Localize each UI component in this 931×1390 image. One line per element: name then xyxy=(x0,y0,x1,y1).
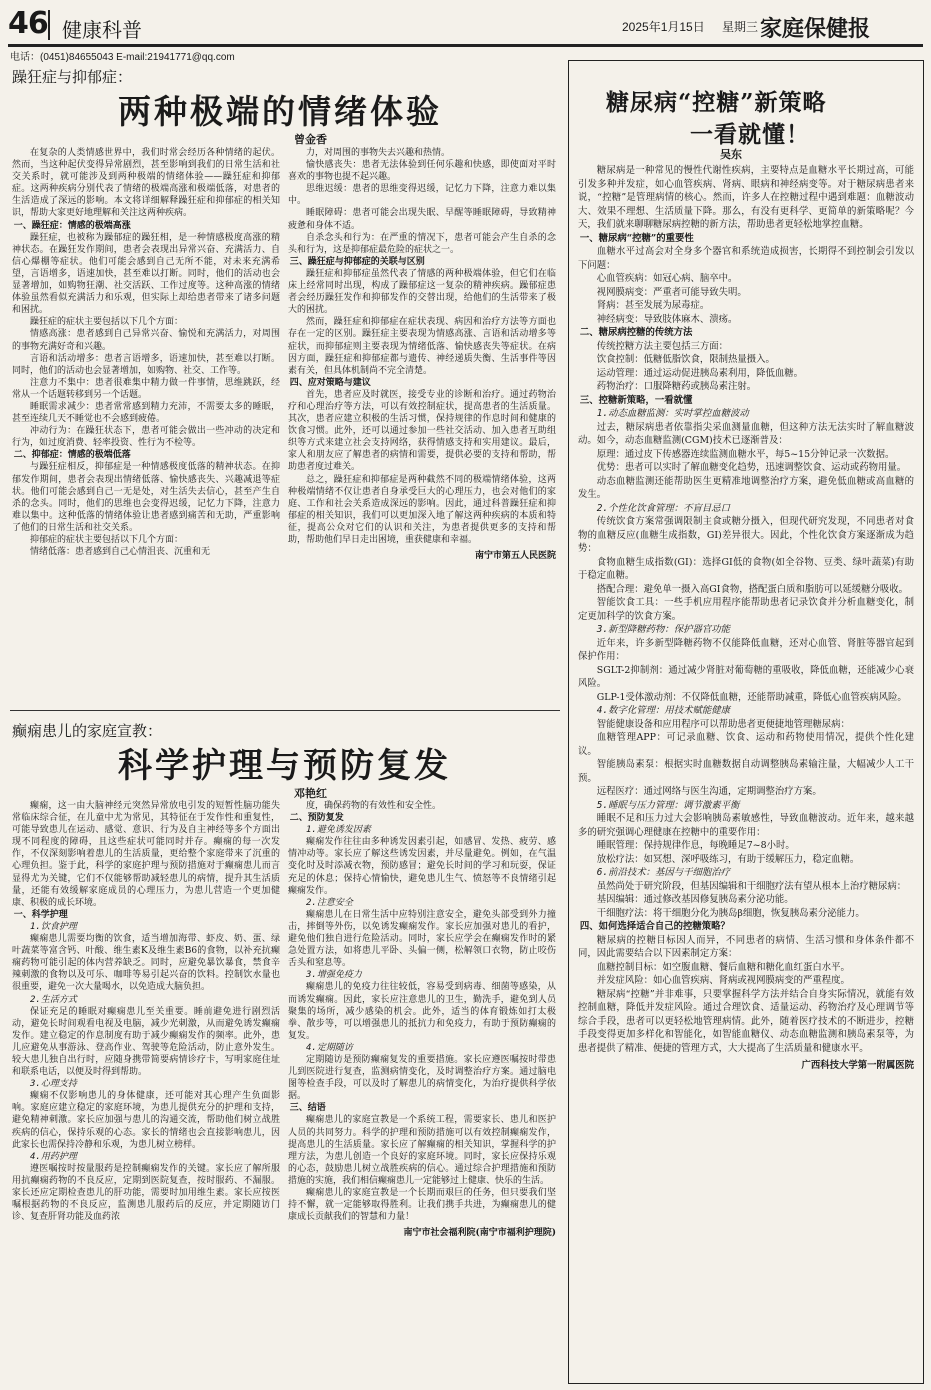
paragraph: 传统控糖方法主要包括三方面： xyxy=(596,340,729,352)
paragraph: 饮食控制：低糖低脂饮食，限制热量摄入。 xyxy=(596,354,775,365)
paragraph: 抑郁症的症状主要包括以下几个方面： xyxy=(30,535,184,545)
paragraph: 智能胰岛素泵：根据实时血糖数据自动调整胰岛素输注量，大幅减少人工干预。 xyxy=(578,759,914,784)
section-heading: 三、结语 xyxy=(289,1103,326,1114)
paragraph: 血糖控制目标：如空腹血糖、餐后血糖和糖化血红蛋白水平。 xyxy=(596,961,850,973)
paragraph: 情感高涨：患者感到自己异常兴奋、愉悦和充满活力，对周围的事物充满好奇和兴趣。 xyxy=(12,329,280,352)
issue-weekday: 星期三 xyxy=(722,20,759,34)
paragraph: 优势：患者可以实时了解血糖变化趋势，迅速调整饮食、运动或药物用量。 xyxy=(596,462,907,473)
header-divider xyxy=(48,10,50,40)
paragraph: 情绪低落：患者感到自己心情沮丧、沉重和无 xyxy=(30,547,211,558)
paragraph: 糖尿病“控糖”并非难事，只要掌握科学方法并结合自身实际情况，就能有效控制血糖，降低并发症风险。通过合理饮食、适量运动、药物治疗及心理调节等综合手段，患者可以更轻松地管理病情。此外，随着医疗技术的不断进步，控糖手段变得更加多样化和智能化，如智能血糖仪、动态血糖监测和胰岛素泵等，为患者提供了精准、便捷的管理方式，大大提高了生活质量和健康水平。 xyxy=(578,988,914,1054)
header-rule xyxy=(8,44,923,47)
sub-heading: 3.增强免疫力 xyxy=(306,970,362,981)
sub-heading: 2.个性化饮食管理：不盲目忌口 xyxy=(596,502,730,514)
paragraph: 遵医嘱按时按量服药是控制癫痫发作的关键。家长应了解所服用抗癫痫药物的不良反应，定期到医院复查，按时服药、不漏服。家长还应定期检查患儿的肝功能，需要时加用维生素。家长应按医嘱根据药物的不良反应，监测患儿服药后的反应，并定期随访门诊、复查肝肾功能及血药浓 xyxy=(12,1163,280,1223)
paragraph: 总之，躁狂症和抑郁症是两种截然不同的极端情绪体验，这两种极端情绪不仅让患者自身承受巨大的心理压力，也会对他们的家庭、工作和社会关系造成深远的影响。因此，通过科普躁狂症和抑郁症的相关知识，我们可以更加深入地了解这两种疾病的本质和特征，提高公众对它们的认识和关注，为患者提供更多的支持和帮助，帮助他们早日走出困境，重获健康和幸福。 xyxy=(288,474,556,545)
paragraph: 癫痫患儿的家庭宣教是一个系统工程，需要家长、患儿和医护人员的共同努力。科学的护理和预防措施可以有效控制癫痫发作，提高患儿的生活质量。家长应了解癫痫的相关知识，掌握科学的护理方法，为患儿创造一个良好的家庭环境。同时，家长应保持乐观的心态，鼓励患儿树立战胜疾病的信心。通过综合护理措施和预防措施的实施，我们相信癫痫患儿一定能够过上健康、快乐的生活。 xyxy=(288,1115,556,1186)
paragraph: 食物血糖生成指数(GI)：选择GI低的食物(如全谷物、豆类、绿叶蔬菜)有助于稳定血糖。 xyxy=(578,556,914,581)
paragraph: 动态血糖监测还能帮助医生更精准地调整治疗方案，避免低血糖或高血糖的发生。 xyxy=(578,475,914,500)
section-heading: 一、科学护理 xyxy=(13,909,68,920)
article3-title-line1: 糖尿病“控糖”新策略 xyxy=(606,89,827,116)
article3-title-line2: 一看就懂！ xyxy=(690,121,810,148)
sub-heading: 1.动态血糖监测：实时掌控血糖波动 xyxy=(596,408,749,419)
section-title: 健康科普 xyxy=(62,18,142,42)
contact-line: 电话：(0451)84655043 E-mail:21941771@qq.com xyxy=(10,52,235,63)
paragraph: 然而，躁狂症和抑郁症在症状表现、病因和治疗方法等方面也存在一定的区别。躁狂症主要表现为情感高涨、言语和活动增多等症状，而抑郁症则主要表现为情绪低落、愉快感丧失等症状。在病因方面，躁狂症和抑郁症都与遗传、神经递质失衡、生活事件等因素有关，但具体机制尚不完全清楚。 xyxy=(288,317,556,376)
paragraph: 智能健康设备和应用程序可以帮助患者更便捷地管理糖尿病： xyxy=(596,718,850,730)
article2-col2 xyxy=(288,800,556,1380)
paragraph: 睡眠管理：保持规律作息，每晚睡足7~8小时。 xyxy=(596,840,795,851)
source-credit: 南宁市社会福利院(南宁市福利护理院) xyxy=(403,1228,556,1239)
source-credit: 广西科技大学第一附属医院 xyxy=(801,1060,914,1071)
sub-heading: 3.心理支持 xyxy=(30,1079,77,1090)
paragraph: 糖尿病的控糖目标因人而异，不同患者的病情、生活习惯和身体条件都不同，因此需要结合以下因素制定方案： xyxy=(578,934,914,959)
paragraph: 在复杂的人类情感世界中，我们时常会经历各种情绪的起伏。然而，当这种起伏变得异常剧烈，甚至影响到我们的日常生活和社交关系时，就可能涉及到两种极端的情绪体验——躁狂症和抑郁症。这两种疾病分别代表了情绪的极端高涨和极端低落，对患者的生活造成了深远的影响。本文将详细解释躁狂症和抑郁症的相关知识，帮助大家更好地理解和关注这两种疾病。 xyxy=(12,148,280,219)
article1-author: 曾金香 xyxy=(294,133,327,146)
paragraph: 愉快感丧失：患者无法体验到任何乐趣和快感，即使面对平时喜欢的事物也提不起兴趣。 xyxy=(288,160,556,183)
paragraph: 思维迟缓：患者的思维变得迟缓，记忆力下降，注意力难以集中。 xyxy=(288,184,556,207)
paragraph: 睡眠障碍：患者可能会出现失眠、早醒等睡眠障碍，导致精神疲惫和身体不适。 xyxy=(288,208,556,231)
paragraph: 力，对周围的事物失去兴趣和热情。 xyxy=(306,148,451,158)
paragraph: 肾病：甚至发展为尿毒症。 xyxy=(596,300,710,311)
section-heading: 二、抑郁症：情感的极端低落 xyxy=(13,450,131,461)
paragraph: 原理：通过皮下传感器连续监测血糖水平，每5~15分钟记录一次数据。 xyxy=(596,448,895,460)
paragraph: SGLT-2抑制剂：通过减少肾脏对葡萄糖的重吸收，降低血糖，还能减少心衰风险。 xyxy=(578,664,914,689)
sub-heading: 1.饮食护理 xyxy=(30,921,77,932)
paragraph: 躁狂症，也被称为躁郁症的躁狂相，是一种情感极度高涨的精神状态。在躁狂发作期间，患者会表现出异常兴奋、充满活力、自信心爆棚等症状。他们可能会感到自己无所不能，对未来充满希望，言语增多，语速加快，甚至难以打断。同时，他们的活动也会显著增加，如购物狂潮、社交活跃、工作过度等。这种高涨的情绪体验虽然看似充满活力和乐观，但实际上却给患者带来了诸多问题和困扰。 xyxy=(12,232,280,316)
paper-name: 家庭保健报 xyxy=(760,16,871,42)
paragraph: 癫痫患儿在日常生活中应特别注意安全，避免头部受到外力撞击，摔倒等外伤，以免诱发癫痫发作。家长应加强对患儿的看护，避免他们独自进行危险活动。同时，家长应学会在癫痫发作时的紧急处置方法，如将患儿平卧、头偏一侧，松解领口衣物，防止咬伤舌头和窒息等。 xyxy=(288,909,556,969)
paragraph: 癫痫发作往往由多种诱发因素引起，如感冒、发热、疲劳、感情冲动等。家长应了解这些诱发因素，并尽量避免。例如，在气温变化时及时添减衣物，预防感冒；避免长时间的学习和玩耍，保证充足的休息；保持心情愉快，避免患儿生气、愤怒等不良情绪引起癫痫发作。 xyxy=(288,837,556,896)
paragraph: 首先，患者应及时就医，接受专业的诊断和治疗。通过药物治疗和心理治疗等方法，可以有效控制症状，提高患者的生活质量。其次，患者应建立积极的生活习惯，保持规律的作息时间和健康的饮食习惯。此外，还可以通过参加一些社交活动、加入患者互助组织等方式来建立社会支持网络，获得情感支持和实用建议。最后，家人和朋友应了解患者的病情和需要，提供必要的支持和帮助，帮助患者度过难关。 xyxy=(288,389,556,473)
paragraph: 癫痫不仅影响患儿的身体健康，还可能对其心理产生负面影响。家庭应建立稳定的家庭环境，为患儿提供充分的护理和支持，避免精神刺激。家长应加强与患儿的沟通交流，帮助他们树立战胜疾病的信心，保持乐观的心态。家长的情绪也会直接影响患儿，因此家长也需保持冷静和乐观，为患儿树立榜样。 xyxy=(12,1091,280,1150)
paragraph: 神经病变：导致肢体麻木、溃疡。 xyxy=(596,313,738,325)
section-heading: 三、躁狂症与抑郁症的关联与区别 xyxy=(289,256,425,267)
sub-heading: 6.前沿技术：基因与干细胞治疗 xyxy=(596,867,730,878)
paragraph: 定期随访是预防癫痫复发的重要措施。家长应遵医嘱按时带患儿到医院进行复查，监测病情变化，及时调整治疗方案。通过脑电图等检查手段，可以及时了解患儿的病情变化，为治疗提供科学依据。 xyxy=(288,1054,556,1102)
paragraph: 冲动行为：在躁狂状态下，患者可能会做出一些冲动的决定和行为，如过度消费、轻率投资、性行为不检等。 xyxy=(12,426,280,449)
paragraph: 睡眠需求减少：患者常常感到精力充沛，不需要太多的睡眠，甚至连续几天不睡觉也不会感到疲倦。 xyxy=(12,401,280,425)
sub-heading: 2.注意安全 xyxy=(306,897,353,908)
issue-date: 2025年1月15日 xyxy=(622,20,705,34)
article2-intro: 癫痫患儿的家庭宣教： xyxy=(12,722,163,740)
paragraph: 躁狂症的症状主要包括以下几个方面： xyxy=(30,317,184,328)
paragraph: 虽然尚处于研究阶段，但基因编辑和干细胞疗法有望从根本上治疗糖尿病： xyxy=(596,880,907,892)
sub-heading: 5.睡眠与压力管理：调节激素平衡 xyxy=(596,799,740,811)
sub-heading: 4.定期随访 xyxy=(306,1042,353,1053)
paragraph: 血糖水平过高会对全身多个器官和系统造成损害，长期得不到控制会引发以下问题： xyxy=(578,246,914,271)
article1-intro: 躁狂症与抑郁症： xyxy=(12,68,133,86)
paragraph: 癫痫，这一由大脑神经元突然异常放电引发的短暂性脑功能失常临床综合征，在儿童中尤为常见，其特征在于发作性和重复性，可能导致患儿在运动、感觉、意识、行为及自主神经等多个方面出现不同程度的障碍，且这些症状可能同时并存。癫痫的每一次发作，不仅深刻影响着患儿的生活质量，更给整个家庭带来了沉重的心理负担。鉴于此，科学的家庭护理与预防措施对于癫痫患儿而言显得尤为关键，它们不仅能够帮助减轻患儿的病情，提升其生活质量，还能有效缓解家庭成员的心理压力，为患儿营造一个更加健康、积极的成长环境。 xyxy=(12,801,280,908)
article1-title: 两种极端的情绪体验 xyxy=(118,92,442,131)
paragraph: 放松疗法：如冥想、深呼吸练习，有助于缓解压力，稳定血糖。 xyxy=(596,853,860,865)
section-heading: 四、如何选择适合自己的控糖策略？ xyxy=(579,921,730,932)
paragraph: 躁狂症和抑郁症虽然代表了情感的两种极端体验，但它们在临床上经常同时出现，构成了躁郁症这一复杂的精神疾病。躁郁症患者会经历躁狂发作和抑郁发作的交替出现，给他们的生活带来了极大的困扰。 xyxy=(288,268,556,316)
paragraph: 药物治疗：口服降糖药或胰岛素注射。 xyxy=(596,381,757,392)
paragraph: 并发症风险：如心血管疾病、肾病或视网膜病变的严重程度。 xyxy=(596,975,850,986)
paragraph: 干细胞疗法：将干细胞分化为胰岛β细胞，恢复胰岛素分泌能力。 xyxy=(596,907,865,919)
article2-title: 科学护理与预防复发 xyxy=(118,746,451,786)
paragraph: 言语和活动增多：患者言语增多，语速加快，甚至难以打断。同时，他们的活动也会显著增加，如购物、社交、工作等。 xyxy=(12,353,280,376)
paragraph: 度，确保药物的有效性和安全性。 xyxy=(306,801,442,811)
paragraph: 与躁狂症相反，抑郁症是一种情感极度低落的精神状态。在抑郁发作期间，患者会表现出情绪低落、愉快感丧失、兴趣减退等症状。他们可能会感到自己一无是处，对生活失去信心，甚至产生自杀的念头。同时，他们的思维也会变得迟缓，记忆力下降，注意力难以集中。这种低落的情绪体验让患者感到痛苦和无助，严重影响了他们的日常生活和社交关系。 xyxy=(12,462,280,533)
section-heading: 二、预防复发 xyxy=(289,813,344,824)
paragraph: 传统饮食方案常强调限制主食或糖分摄入，但现代研究发现，不同患者对食物的血糖反应(血糖生成指数，GI)差异很大。因此，个性化饮食方案逐渐成为趋势： xyxy=(578,516,914,554)
paragraph: 运动管理：通过运动促进胰岛素利用，降低血糖。 xyxy=(596,367,804,379)
section-heading: 二、糖尿病控糖的传统方法 xyxy=(579,327,693,338)
article3-body xyxy=(578,164,914,1376)
section-heading: 一、躁狂症：情感的极端高涨 xyxy=(13,220,131,231)
article2-col1 xyxy=(12,800,280,1380)
page-number: 46 xyxy=(8,6,48,41)
sub-heading: 1.避免诱发因素 xyxy=(306,825,371,836)
article3-author: 吴东 xyxy=(720,148,742,161)
paragraph: 注意力不集中：患者很难集中精力做一件事情，思维跳跃，经常从一个话题转移到另一个话题。 xyxy=(12,377,280,400)
paragraph: 睡眠不足和压力过大会影响胰岛素敏感性，导致血糖波动。近年来，越来越多的研究强调心理健康在控糖中的重要作用： xyxy=(578,813,914,838)
article-divider xyxy=(10,710,560,711)
paragraph: 近年来，许多新型降糖药物不仅能降低血糖，还对心血管、肾脏等器官起到保护作用： xyxy=(578,637,914,662)
paragraph: 保证充足的睡眠对癫痫患儿至关重要。睡前避免进行剧烈活动，避免长时间观看电视及电脑，减少光刺激，从而避免诱发癫痫发作。建立稳定的作息制度有助于减少癫痫发作的频率。此外，患儿应避免从事游泳、登高作业、驾驶等危险活动，防止意外发生。较大患儿独自出行时，应随身携带简要病情诊疗卡，写明家庭住址和联系电话，以便及时得到帮助。 xyxy=(12,1006,280,1078)
paragraph: 视网膜病变：严重者可能导致失明。 xyxy=(596,286,747,298)
sub-heading: 3.新型降糖药物：保护器官功能 xyxy=(596,624,730,635)
paragraph: 基因编辑：通过修改基因修复胰岛素分泌功能。 xyxy=(596,894,794,905)
source-credit: 南宁市第五人民医院 xyxy=(474,551,556,562)
article1-col2 xyxy=(288,147,556,699)
paragraph: 过去，糖尿病患者依靠指尖采血测量血糖，但这种方法无法实时了解血糖波动。如今，动态血糖监测(CGM)技术已逐渐普及： xyxy=(578,421,914,446)
paragraph: 癫痫患儿的免疫力往往较低，容易受到病毒、细菌等感染，从而诱发癫痫。因此，家长应注意患儿的卫生，勤洗手，避免到人员聚集的场所，减少感染的机会。此外，适当的体育锻炼如打太极拳、散步等，可以增强患儿的抵抗力和免疫力，有助于预防癫痫的复发。 xyxy=(288,982,556,1041)
paragraph: GLP-1受体激动剂：不仅降低血糖，还能帮助减重，降低心血管疾病风险。 xyxy=(596,691,907,703)
article1-col1 xyxy=(12,147,280,699)
article2-author: 邓艳红 xyxy=(294,787,327,800)
paragraph: 癫痫患儿需要均衡的饮食，适当增加海带、虾皮、奶、蛋、绿叶蔬菜等富含钙、叶酸、维生素K及维生素B6的食物，以补充抗癫痫药物可能引起的体内营养缺乏。同时，应避免暴饮暴食，禁食辛辣刺激的食物以及可乐、咖啡等易引起兴奋的饮料。控制饮水量也很重要，避免一次大量喝水，以免造成大脑负担。 xyxy=(12,934,280,993)
paragraph: 糖尿病是一种常见的慢性代谢性疾病，主要特点是血糖水平长期过高，可能引发多种并发症，如心血管疾病、肾病、眼病和神经病变等。对于糖尿病患者来说，“控糖”是管理病情的核心。然而，许多人在控糖过程中遇到难题：血糖波动大、效果不理想、生活质量下降。那么，有没有更科学、更简单的新策略呢？今天，我们就来聊聊糖尿病控糖的新方法，帮助患者更轻松地掌控血糖。 xyxy=(578,165,914,230)
sub-heading: 2.生活方式 xyxy=(30,994,77,1005)
sub-heading: 4.数字化管理：用技术赋能健康 xyxy=(596,705,730,716)
sub-heading: 4.用药护理 xyxy=(30,1151,77,1162)
paragraph: 智能饮食工具：一些手机应用程序能帮助患者记录饮食并分析血糖变化，制定更加科学的饮食方案。 xyxy=(578,597,914,622)
paragraph: 心血管疾病：如冠心病、脑卒中。 xyxy=(596,273,738,284)
section-heading: 四、应对策略与建议 xyxy=(289,377,371,388)
paragraph: 癫痫患儿的家庭宣教是一个长期而艰巨的任务，但只要我们坚持不懈，就一定能够取得胜利。让我们携手共进，为癫痫患儿的健康成长贡献我们的智慧和力量！ xyxy=(288,1188,556,1223)
paragraph: 自杀念头和行为：在严重的情况下，患者可能会产生自杀的念头和行为，这是抑郁症最危险的症状之一。 xyxy=(288,232,556,255)
paragraph: 远程医疗：通过网络与医生沟通，定期调整治疗方案。 xyxy=(596,786,822,797)
section-heading: 三、控糖新策略，一看就懂 xyxy=(579,394,693,406)
paragraph: 搭配合理：避免单一摄入高GI食物，搭配蛋白质和脂肪可以延缓糖分吸收。 xyxy=(596,583,908,595)
section-heading: 一、糖尿病“控糖”的重要性 xyxy=(579,232,694,244)
paragraph: 血糖管理APP：可记录血糖、饮食、运动和药物使用情况，提供个性化建议。 xyxy=(578,732,914,757)
